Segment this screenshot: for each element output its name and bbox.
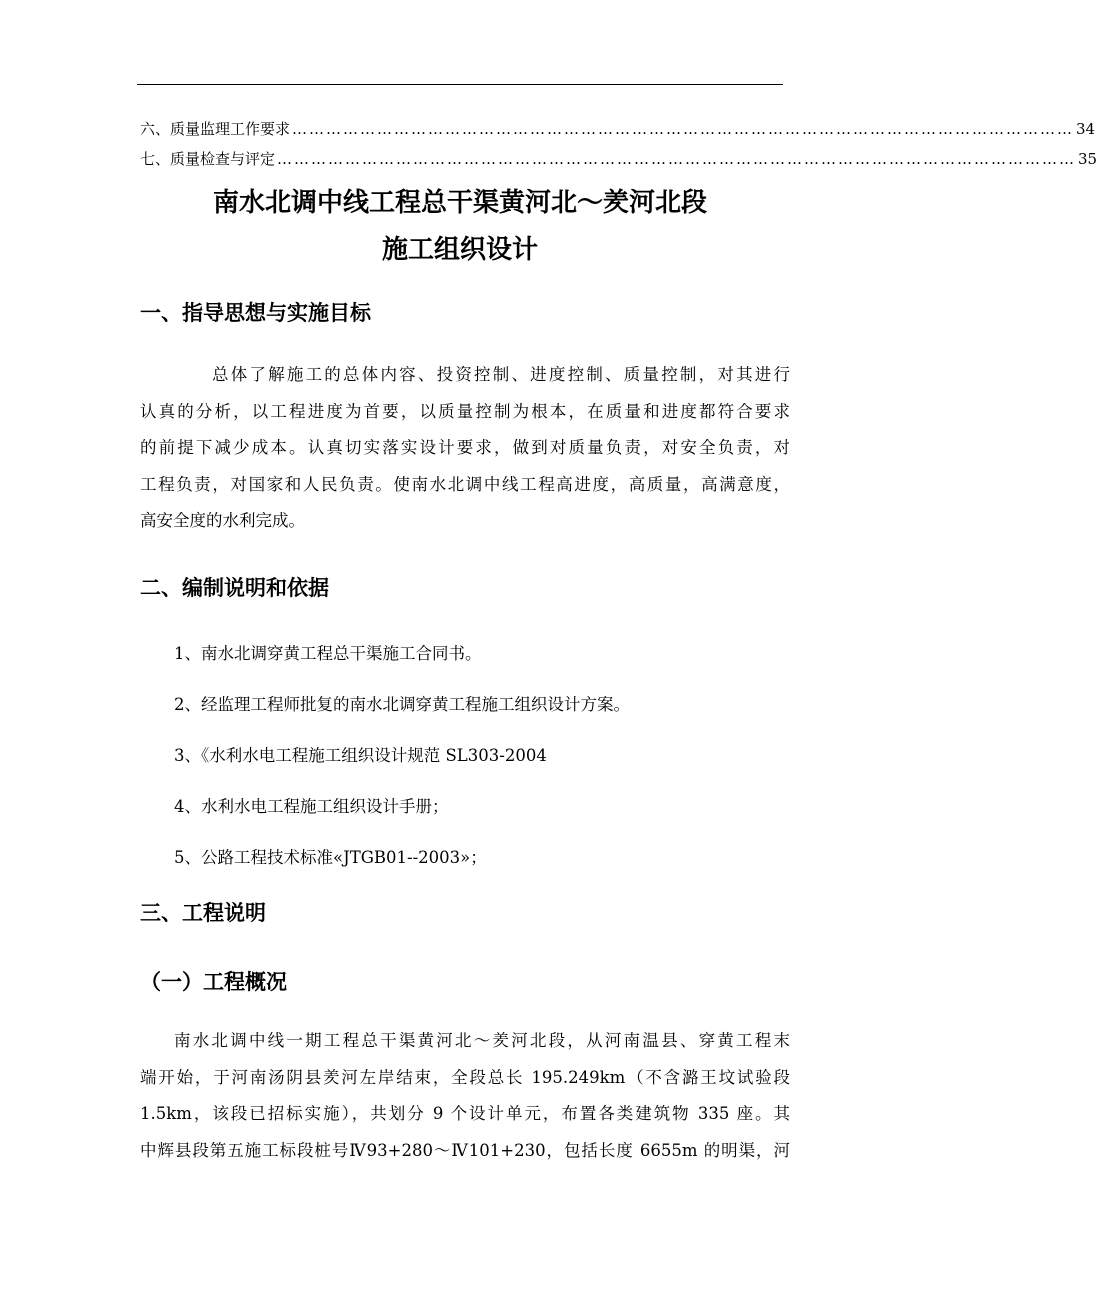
paragraph-line: 南水北调中线一期工程总干渠黄河北～羑河北段，从河南温县、穿黄工程末 bbox=[174, 1031, 790, 1050]
basis-list-item: 3、《水利水电工程施工组织设计规范 SL303-2004 bbox=[174, 746, 547, 765]
paragraph-line: 端开始，于河南汤阴县羑河左岸结束，全段总长 195.249km（不含潞王坟试验段 bbox=[140, 1067, 790, 1087]
basis-list-item: 5、公路工程技术标准«JTGB01--2003»； bbox=[174, 848, 487, 867]
paragraph-line: 的前提下减少成本。认真切实落实设计要求，做到对质量负责，对安全负责，对 bbox=[140, 438, 790, 457]
toc-entry-label: 七、质量检查与评定 bbox=[140, 150, 276, 168]
paragraph-line: 1.5km，该段已招标实施），共划分 9 个设计单元，布置各类建筑物 335 座。其 bbox=[140, 1104, 790, 1123]
paragraph-line: 中辉县段第五施工标段桩号Ⅳ93+280～Ⅳ101+230，包括长度 6655m 的明渠，河 bbox=[140, 1140, 790, 1160]
paragraph-line: 认真的分析，以工程进度为首要，以质量控制为根本，在质量和进度都符合要求 bbox=[140, 401, 790, 421]
paragraph-line: 工程负责，对国家和人民负责。使南水北调中线工程高进度，高质量，高满意度， bbox=[140, 474, 790, 494]
document-title-line2: 施工组织设计 bbox=[381, 235, 538, 265]
section-heading-1: 一、指导思想与实施目标 bbox=[140, 301, 371, 325]
toc-leader-dots: ………………………………………………………………………………………………………………………… bbox=[292, 120, 1075, 138]
section1-paragraph bbox=[140, 357, 790, 540]
toc-page-number: 35 bbox=[1078, 150, 1097, 168]
subsection-heading-overview: （一）工程概况 bbox=[140, 970, 287, 994]
toc-entry-7[interactable] bbox=[140, 148, 1097, 170]
basis-list-item: 4、水利水电工程施工组织设计手册； bbox=[174, 797, 449, 816]
basis-list-item: 1、南水北调穿黄工程总干渠施工合同书。 bbox=[174, 644, 482, 663]
paragraph-line: 高安全度的水利完成。 bbox=[140, 511, 305, 530]
toc-entry-6[interactable] bbox=[140, 118, 1096, 140]
paragraph-line: 总体了解施工的总体内容、投资控制、进度控制、质量控制，对其进行 bbox=[212, 365, 790, 384]
section-heading-3: 三、工程说明 bbox=[140, 901, 266, 925]
toc-page-number: 34 bbox=[1076, 120, 1096, 138]
toc-entry-label: 六、质量监理工作要求 bbox=[140, 120, 291, 138]
section-heading-2: 二、编制说明和依据 bbox=[140, 576, 329, 600]
basis-list-item: 2、经监理工程师批复的南水北调穿黄工程施工组织设计方案。 bbox=[174, 695, 630, 714]
section3-paragraph bbox=[140, 1023, 790, 1169]
toc-leader-dots: …………………………………………………………………………………………………………………………… bbox=[277, 150, 1077, 168]
document-title-line1: 南水北调中线工程总干渠黄河北～羑河北段 bbox=[212, 188, 707, 218]
header-rule bbox=[137, 84, 783, 85]
